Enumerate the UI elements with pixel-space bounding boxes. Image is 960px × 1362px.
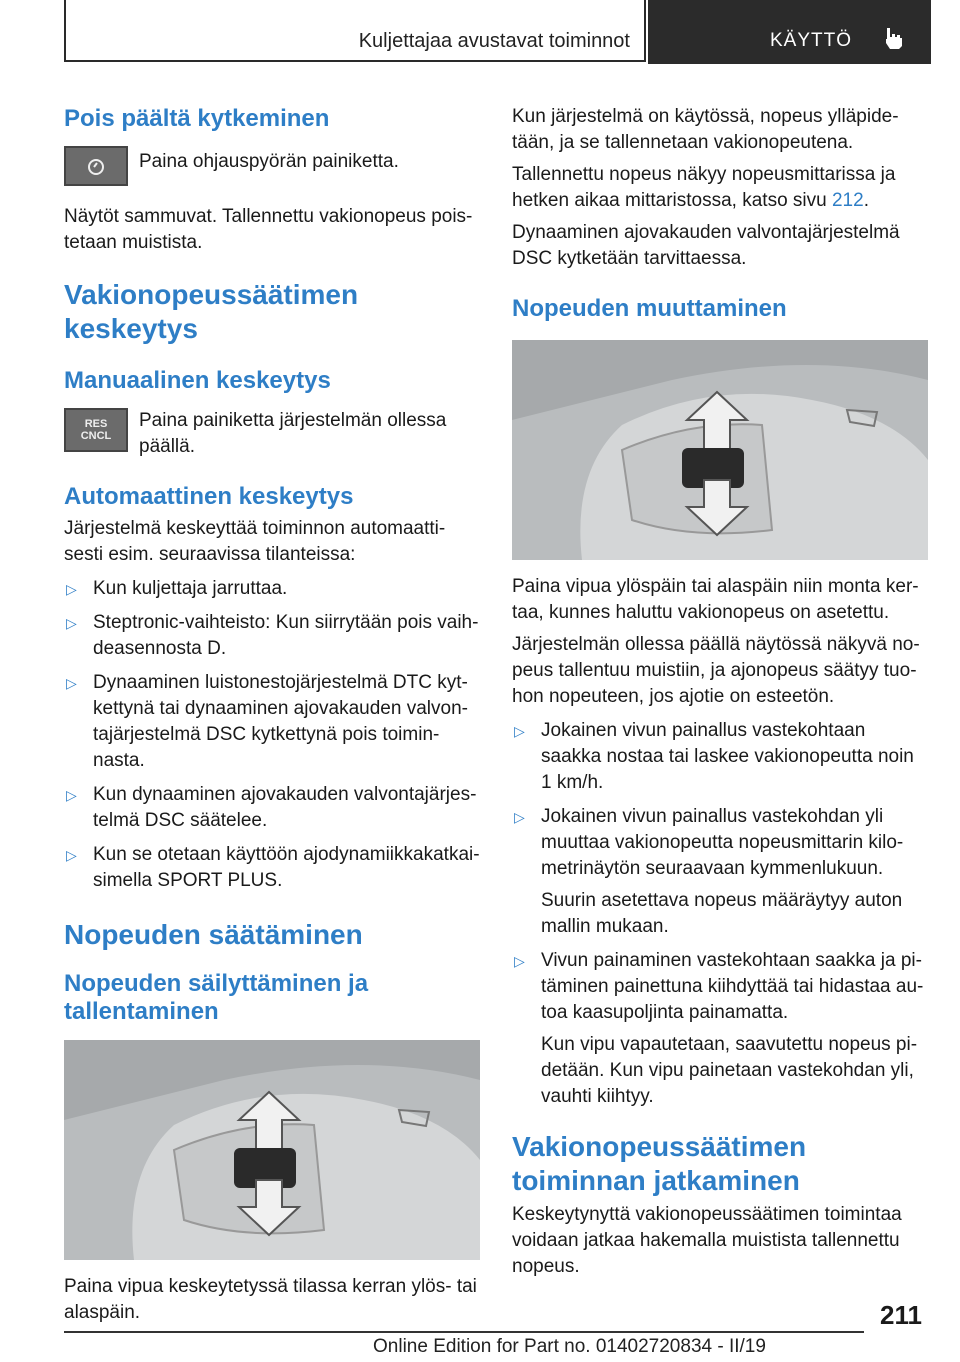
automaattinen-text: Järjestelmä keskeyttää toiminnon automaatti-sesti esim. seuraavissa tilanteissa: — [64, 518, 446, 565]
footer-divider — [64, 1331, 864, 1333]
list-item — [64, 782, 480, 834]
res-label: RES — [84, 418, 108, 430]
triangle-bullet-icon: ▷ — [514, 809, 525, 825]
res-button-row — [64, 408, 480, 460]
page-link-212[interactable]: 212 — [831, 190, 864, 211]
left-column — [64, 100, 480, 1326]
heading-sailyttaminen: Nopeuden säilyttäminen ja tallentaminen — [64, 970, 369, 1025]
power-button-row — [64, 146, 480, 186]
edition-footer: Online Edition for Part no. 01402720834 - II/19 — [373, 1336, 766, 1357]
muuttaminen-list — [512, 718, 928, 1110]
list-item — [64, 842, 480, 894]
manuaalinen-text: Paina painiketta järjestelmän ollessa päällä. — [139, 410, 447, 457]
right-p2-suffix: . — [863, 190, 869, 211]
list-item-subtext: Kun vipu vapautetaan, saavutettu nopeus pi-detään. Kun vipu painetaan vastekohdan yli, vauhti kiihtyy. — [541, 1034, 918, 1107]
right-p2 — [512, 162, 928, 214]
steering-wheel-lever-photo-2 — [512, 340, 928, 560]
list-item-text: Kun dynaaminen ajovakauden valvontajärjes-telmä DSC säätelee. — [93, 784, 477, 831]
heading-pois-paalta: Pois päältä kytkeminen — [64, 105, 330, 132]
page-header — [64, 0, 931, 64]
cncl-label: CNCL — [80, 430, 112, 442]
list-item — [64, 610, 480, 662]
hand-pointer-icon — [883, 26, 905, 50]
list-item-text: Dynaaminen luistonestojärjestelmä DTC kyt-kettynä tai dynaaminen ajovakauden valvon-tajärjestelmä DSC kytkettynä pois toimin-nasta. — [93, 672, 468, 771]
cruise-control-button-icon — [64, 146, 128, 186]
heading-automaattinen: Automaattinen keskeytys — [64, 483, 354, 510]
triangle-bullet-icon: ▷ — [514, 723, 525, 739]
right-p2-text: Tallennettu nopeus näkyy nopeusmittarissa ja hetken aikaa mittaristossa, katso sivu — [512, 164, 896, 211]
list-item-text: Steptronic-vaihteisto: Kun siirrytään pois vaih-deasennosta D. — [93, 612, 479, 659]
list-item-text: Jokainen vivun painallus vastekohdan yli muuttaa vakionopeutta nopeusmittarin kilo-metrinäytön seuraavaan kymmenlukuun. — [541, 806, 904, 879]
list-item — [512, 804, 928, 940]
right-p1: Kun järjestelmä on käytössä, nopeus ylläpide-tään, ja se tallennetaan vakionopeutena. — [512, 106, 899, 153]
pois-text: Paina ohjauspyörän painiketta. — [139, 151, 399, 172]
right-p3: Dynaaminen ajovakauden valvontajärjestelmä DSC kytketään tarvittaessa. — [512, 222, 900, 269]
triangle-bullet-icon: ▷ — [66, 787, 77, 803]
section-title: Kuljettajaa avustavat toiminnot — [358, 30, 630, 52]
list-item-text: Kun se otetaan käyttöön ajodynamiikkakatkai-simella SPORT PLUS. — [93, 844, 480, 891]
triangle-bullet-icon: ▷ — [66, 615, 77, 631]
list-item — [64, 670, 480, 774]
triangle-bullet-icon: ▷ — [66, 581, 77, 597]
chapter-tab — [648, 0, 931, 64]
section-title-box — [64, 0, 646, 62]
triangle-bullet-icon: ▷ — [514, 953, 525, 969]
heading-jatkaminen: Vakionopeussäätimen toiminnan jatkaminen — [512, 1131, 807, 1196]
list-item — [512, 948, 928, 1110]
photo-caption-left: Paina vipua keskeytetyssä tilassa kerran ylös- tai alaspäin. — [64, 1276, 477, 1323]
list-item — [64, 576, 480, 602]
list-item-text: Vivun painaminen vastekohtaan saakka ja pi-täminen painettuna kiihdyttää tai hidastaa au-toa kaasupoljinta painamatta. — [541, 950, 924, 1023]
right-p5: Järjestelmän ollessa päällä näytössä näkyvä no-peus tallentuu muistiin, ja ajonopeus säätyy tuo-hon nopeuteen, jos ajotie on esteetön. — [512, 634, 920, 707]
automaattinen-list — [64, 576, 480, 894]
list-item-subtext: Suurin asetettava nopeus määräytyy auton mallin mukaan. — [541, 890, 903, 937]
heading-keskeytys: Vakionopeussäätimen keskeytys — [64, 279, 359, 344]
right-column — [512, 104, 928, 1280]
naytot-text: Näytöt sammuvat. Tallennettu vakionopeus pois-tetaan muistista. — [64, 206, 473, 253]
res-cncl-button-icon — [64, 408, 128, 452]
heading-manuaalinen: Manuaalinen keskeytys — [64, 367, 331, 394]
list-item — [512, 718, 928, 796]
right-p6: Keskeytynyttä vakionopeussäätimen toimintaa voidaan jatkaa hakemalla muistista tallennettu nopeus. — [512, 1204, 902, 1277]
steering-wheel-lever-photo — [64, 1040, 480, 1260]
heading-muuttaminen: Nopeuden muuttaminen — [512, 295, 787, 322]
triangle-bullet-icon: ▷ — [66, 675, 77, 691]
triangle-bullet-icon: ▷ — [66, 847, 77, 863]
list-item-text: Jokainen vivun painallus vastekohtaan saakka nostaa tai laskee vakionopeutta noin 1 km/h. — [541, 720, 914, 793]
right-p4: Paina vipua ylöspäin tai alaspäin niin monta ker-taa, kunnes haluttu vakionopeus on asetettu. — [512, 576, 919, 623]
page-number: 211 — [880, 1300, 922, 1330]
heading-saataminen: Nopeuden säätäminen — [64, 919, 363, 950]
list-item-text: Kun kuljettaja jarruttaa. — [93, 578, 288, 599]
chapter-title: KÄYTTÖ — [770, 30, 853, 51]
